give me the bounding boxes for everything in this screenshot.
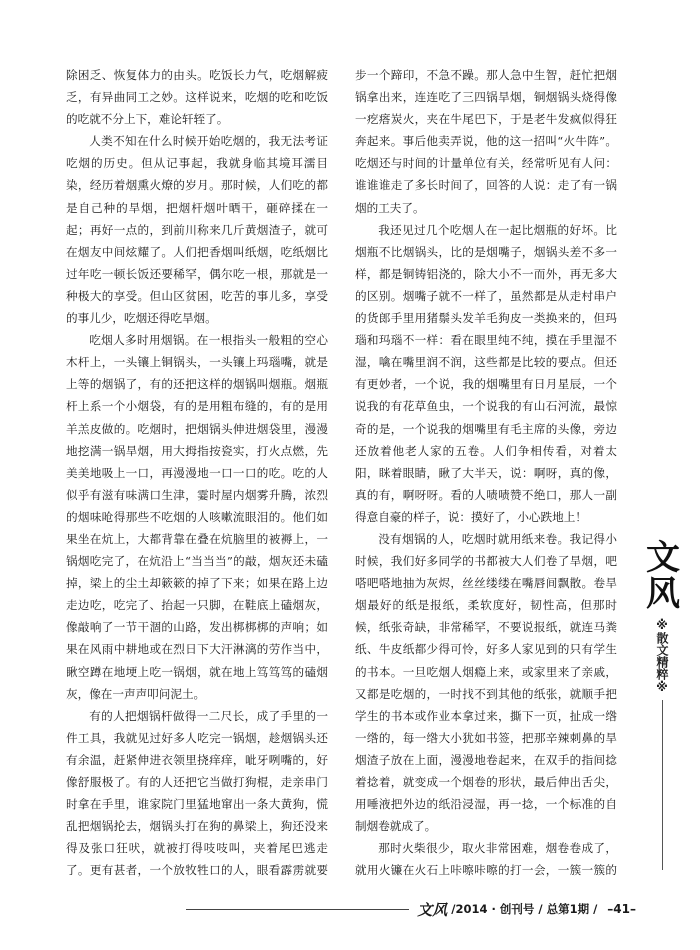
paragraph: 有的人把烟锅杆做得一二尺长，成了手里的一件工具，我就见过好多人吃完一锅烟，趁烟锅头还有余温，赶紧伸进衣领里挠痒痒，呲牙咧嘴的，好像舒服极了。有的人还把它当做打狗棍，走亲串门时拿在手里，谁家院门里猛地窜出一条大黄狗，慌乱把烟锅抡去，烟锅头打在狗的鼻梁上，狗还没来得及张口狂吠，就被打得吱吱叫，夹着尾巴逃走了。更有甚者，一个放牧牲口的人，眼看霹雳就要: [66, 708, 328, 878]
article-column-left: [66, 64, 328, 884]
paragraph: 除困乏、恢复体力的由头。吃饭长力气，吃烟解疲乏，有异曲同工之妙。这样说来，吃烟的吃和吃饭的吃就不分上下，难论轩轾了。: [66, 68, 328, 127]
sidebar-divider: [662, 700, 663, 870]
footer-divider: [186, 909, 409, 910]
paragraph: 我还见过几个吃烟人在一起比烟瓶的好坏。比烟瓶不比烟锅头，比的是烟嘴子，烟锅头差不多一样，都是铜铸铝浇的，除大小不一而外，再无多大的区别。烟嘴子就不一样了，虽然都是从走村串户的货郎手里用猪鬃头发羊毛狗皮一类换来的，但玛瑙和玛瑙不一样：看在眼里纯不纯，摸在手里湿不湿，噙在嘴里润不润，这些都是比较的要点。但还有更妙者，一个说，我的烟嘴里有日月星辰，一个说我的有花草鱼虫，一个说我的有山石河流，最惊奇的是，一个说我的烟嘴里有毛主席的头像，旁边还放着他老人家的五卷。人们争相传看，对着太阳，眯着眼睛，瞅了大半天，说：啊呀，真的像，真的有，啊呀呀。看的人啧啧赞不绝口，那人一副得意自豪的样子，说：摸好了，小心跌地上！: [355, 222, 617, 524]
paragraph: 那时火柴很少，取火非常困难，烟卷卷成了，就用火镰在火石上咔嚓咔嚓的打一会，一簇一簇的: [355, 841, 617, 878]
paragraph: 步一个蹄印，不急不躁。那人急中生智，赶忙把烟锅拿出来，连连吃了三四锅旱烟，铜烟锅头烧得像一疙瘩炭火，夹在牛尾巴下，于是老牛发疯似得狂奔起来。事后他卖弄说，他的这一招叫“火牛阵”。吃烟还与时间的计量单位有关，经常听见有人问：谁谁谁走了多长时间了，回答的人说：走了有一锅烟的工夫了。: [355, 68, 617, 215]
page-number: –41–: [607, 902, 636, 916]
paragraph: 吃烟人多时用烟锅。在一根指头一般粗的空心木杆上，一头镶上铜锅头，一头镶上玛瑙嘴，就是上等的烟锅了，有的还把这样的烟锅叫烟瓶。烟瓶杆上系一个小烟袋，有的是用粗布缝的，有的是用羊羔皮做的。吃烟时，把烟锅头伸进烟袋里，漫漫地挖满一锅旱烟，用大拇指按瓷实，打火点燃，先美美地吸上一口，再漫漫地一口一口的吃。吃的人似乎有滋有味满口生津，霎时屋内烟雾升腾，浓烈的烟味呛得那些不吃烟的人咳嗽流眼泪的。他们如果坐在炕上，大都背靠在叠在炕脑里的被褥上，一锅烟吃完了，在炕沿上“当当当”的敲，烟灰还未磕掉，梁上的尘土却簌簌的掉了下来；如果在路上边走边吃，吃完了、抬起一只脚，在鞋底上磕烟灰，像敲响了一节干涸的山路，发出梆梆梆的声响；如果在风雨中耕地或在烈日下大汗淋漓的劳作当中，瞅空蹲在地埂上吃一锅烟，就在地上笃笃笃的磕烟灰，像在一声声叩问泥土。: [66, 333, 328, 701]
paragraph: 没有烟锅的人，吃烟时就用纸来卷。我记得小时候，我们好多同学的书都被大人们卷了旱烟，吧嗒吧嗒地抽为灰烬，丝丝缕缕在嘴唇间飘散。卷旱烟最好的纸是报纸，柔软度好，韧性高，但那时候，纸张奇缺，非常稀罕，不要说报纸，就连马粪纸、牛皮纸都少得可怜，好多人家见到的只有学生的书本。一旦吃烟人烟瘾上来，或家里来了亲戚，又都是吃烟的，一时找不到其他的纸张，就顺手把学生的书本或作业本拿过来，撕下一页，扯成一绺一绺的，每一绺大小犹如书签，把那辛辣刺鼻的旱烟渣子放在上面，漫漫地卷起来，在双手的指间捻着捻着，就变成一个烟卷的形状，最后伸出舌尖，用唾液把外边的纸沿浸湿，再一捻，一个标准的自制烟卷就成了。: [355, 531, 617, 834]
page-footer: [186, 898, 636, 920]
section-sidebar: [642, 540, 682, 870]
paragraph: 人类不知在什么时候开始吃烟的，我无法考证吃烟的历史。但从记事起，我就身临其境耳濡目染，经历着烟熏火燎的岁月。那时候，人们吃的都是自己种的旱烟，把烟杆烟叶晒干，砸碎揉在一起；再好一点的，到前川称来几斤黄烟渣子，就可在烟友中间炫耀了。人们把香烟叫纸烟，吃纸烟比过年吃一顿长饭还要稀罕，偶尔吃一根，那就是一种极大的享受。但山区贫困，吃苦的事儿多，享受的事儿少，吃烟还得吃旱烟。: [66, 134, 328, 326]
article-column-right: [355, 64, 617, 884]
footer-logo: 文风: [417, 900, 448, 919]
issue-info: /2014 · 创刊号 / 总第1期 /: [451, 902, 598, 916]
magazine-logo: 文风: [646, 538, 678, 614]
section-label: ※散文精粹※: [655, 618, 669, 694]
